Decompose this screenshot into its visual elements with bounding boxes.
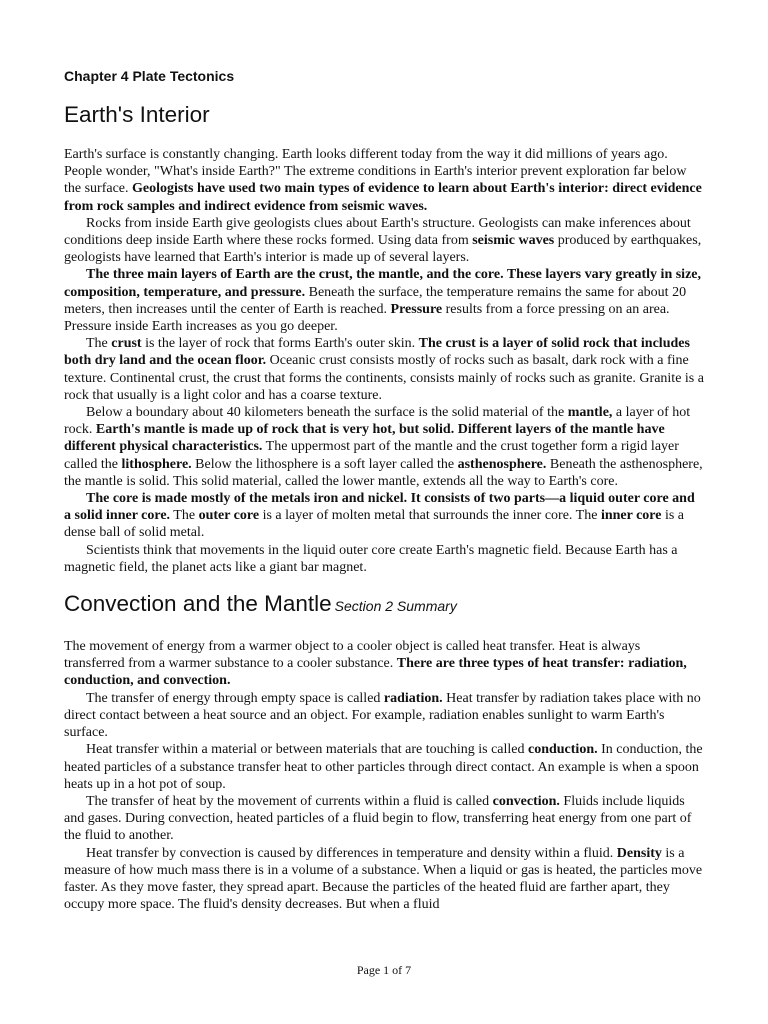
section-heading-convection bbox=[64, 589, 704, 621]
section-body-convection bbox=[64, 638, 704, 913]
bold-text: conduction. bbox=[527, 742, 598, 758]
page-number: Page 1 of 7 bbox=[356, 963, 412, 977]
paragraph bbox=[64, 638, 704, 690]
bold-text: crust bbox=[111, 336, 142, 352]
text-run: Heat transfer by radiation takes place with no direct contact between a heat source and an object. For example, radiation enables sunlight to warm Earth's surface. bbox=[64, 690, 701, 741]
text-run: Below the lithosphere is a soft layer called the bbox=[191, 456, 458, 472]
text-run: results from a force pressing on an area. Pressure inside Earth increases as you go deeper. bbox=[64, 301, 670, 335]
bold-text: The core is made mostly of the metals iron and nickel. It consists of two parts—a liquid outer core and a solid inner core. bbox=[64, 491, 695, 524]
text-run: The bbox=[170, 508, 199, 524]
paragraph bbox=[64, 793, 704, 845]
text-run: In conduction, the heated particles of a substance transfer heat to other particles through direct contact. An example is when a spoon heats up in a hot pot of soup. bbox=[64, 742, 703, 792]
text-run: Heat transfer within a material or between materials that are touching is called bbox=[86, 742, 528, 758]
paragraph bbox=[64, 335, 704, 404]
paragraph bbox=[64, 490, 704, 542]
bold-text: Earth's mantle is made up of rock that is very hot, but solid. Different layers of the mantle have different physical characteristics. bbox=[64, 422, 665, 455]
text-run: Beneath the asthenosphere, the mantle is solid. This solid material, called the lower mantle, extends all the way to Earth's core. bbox=[64, 456, 703, 489]
text-run: Heat transfer by convection is caused by differences in temperature and density within a fluid. bbox=[86, 845, 617, 861]
text-run: The transfer of heat by the movement of currents within a fluid is called bbox=[86, 793, 493, 809]
paragraph bbox=[64, 215, 704, 267]
bold-text: Geologists have used two main types of evidence to learn about Earth's interior: direct evidence from rock samples and indirect evidence from seismic waves. bbox=[64, 181, 702, 214]
text-run: Beneath the surface, the temperature remains the same for about 20 meters, then increases until the center of Earth is reached. bbox=[64, 284, 687, 317]
text-run: Scientists think that movements in the liquid outer core create Earth's magnetic field. Because Earth has a magnetic field, the planet acts like a giant bar magnet. bbox=[64, 542, 678, 575]
paragraph bbox=[64, 845, 704, 914]
text-run: Fluids include liquids and gases. During convection, heated particles of a fluid begin to flow, transferring heat energy from one part of the fluid to another. bbox=[64, 793, 692, 844]
text-run: is a dense ball of solid metal. bbox=[64, 508, 685, 541]
paragraph bbox=[64, 404, 704, 490]
text-run: Below a boundary about 40 kilometers beneath the surface is the solid material of the bbox=[86, 405, 568, 421]
text-run: a layer of hot rock. bbox=[64, 405, 691, 438]
bold-text: Pressure bbox=[390, 301, 443, 317]
bold-text: The three main layers of Earth are the crust, the mantle, and the core. These layers vary greatly in size, composition, temperature, and pressure. bbox=[64, 267, 701, 300]
text-run: Oceanic crust consists mostly of rocks such as basalt, dark rock with a fine texture. Continental crust, the crust that forms the continents, consists mainly of rocks such as granite. Granite is a rock that usually is a light color and has a coarse texture. bbox=[64, 353, 704, 403]
bold-text: There are three types of heat transfer: radiation, conduction, and convection. bbox=[64, 656, 687, 689]
bold-text: The crust is a layer of solid rock that includes both dry land and the ocean floor. bbox=[64, 336, 690, 369]
paragraph bbox=[64, 690, 704, 742]
bold-text: outer core bbox=[198, 508, 260, 524]
section-body-earths-interior bbox=[64, 146, 704, 576]
bold-text: radiation. bbox=[383, 690, 443, 706]
section-heading-earths-interior: Earth's Interior bbox=[64, 102, 210, 127]
bold-text: asthenosphere. bbox=[457, 456, 547, 472]
paragraph bbox=[64, 266, 704, 335]
text-run: Rocks from inside Earth give geologists clues about Earth's structure. Geologists can make inferences about conditions deep inside Earth where these rocks formed. Using data from bbox=[64, 215, 691, 249]
text-run: The uppermost part of the mantle and the crust together form a rigid layer called the bbox=[64, 439, 679, 472]
text-run: The transfer of energy through empty space is called bbox=[86, 690, 384, 706]
section-subheading: Section 2 Summary bbox=[334, 598, 457, 615]
text-run: The movement of energy from a warmer object to a cooler object is called heat transfer. Heat is always transferred from a warmer substance to a cooler substance. bbox=[64, 639, 641, 672]
paragraph bbox=[64, 542, 704, 576]
bold-text: Density bbox=[616, 845, 662, 861]
document-page bbox=[64, 66, 704, 913]
bold-text: inner core bbox=[600, 508, 662, 524]
paragraph bbox=[64, 741, 704, 793]
section-heading-title: Convection and the Mantle bbox=[64, 591, 332, 617]
text-run: is a measure of how much mass there is in a volume of a substance. When a liquid or gas is heated, the particles move faster. As they move faster, they spread apart. Because the particles of the heated fluid are farther apart, they occupy more space. The fluid's density decreases. But when a fluid bbox=[64, 845, 703, 913]
bold-text: mantle, bbox=[567, 405, 613, 421]
paragraph bbox=[64, 146, 704, 215]
bold-text: lithosphere. bbox=[121, 456, 192, 472]
text-run: produced by earthquakes, geologists have learned that Earth's interior is made up of several layers. bbox=[64, 233, 702, 266]
bold-text: seismic waves bbox=[472, 233, 555, 249]
text-run: is the layer of rock that forms Earth's outer skin. bbox=[141, 336, 419, 352]
text-run: is a layer of molten metal that surrounds the inner core. The bbox=[259, 508, 601, 524]
chapter-title: Chapter 4 Plate Tectonics bbox=[64, 68, 235, 84]
bold-text: convection. bbox=[492, 793, 560, 809]
text-run: The bbox=[86, 336, 112, 352]
text-run: Earth's surface is constantly changing. Earth looks different today from the way it did millions of years ago. People wonder, "What's inside Earth?" The extreme conditions in Earth's interior prevent exploration far below the surface. bbox=[64, 147, 687, 197]
